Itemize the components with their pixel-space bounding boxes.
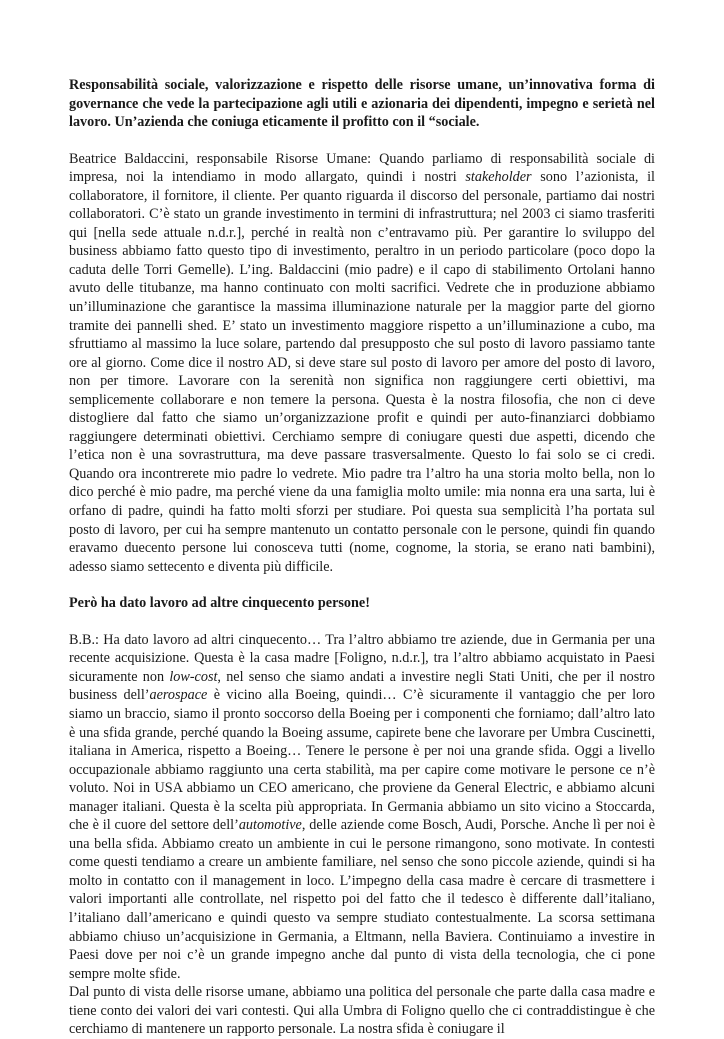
text-run: è vicino alla Boeing, quindi… C’è sicuramente il vantaggio che per loro siamo un braccio, siamo il pronto soccorso della Boeing per i componenti che forniamo; dall’altro lato è una sfida grande, perché quando la Boeing assume, capirete bene che lavorare per Umbra Cuscinetti, italiana in America, rispetto a Boeing… Tenere le persone è per noi una grande sfida. Oggi a livello occupazionale abbiamo raggiunto una certa stabilità, ma per capire come motivare le persone ce n’è voluto. Noi in USA abbiamo un CEO americano, che proviene da General Electric, e abbiamo alcuni manager italiani. Questa è la scelta più appropriata. In Germania abbiamo un sito vicino a Stoccarda, che è il cuore del settore dell’ <box>69 687 655 834</box>
text-run: sono l’azionista, il collaboratore, il fornitore, il cliente. Per quanto riguarda il discorso del personale, partiamo dai nostri collaboratori. C’è stato un grande investimento in termini di infrastruttura; nel 2003 ci siamo trasferiti qui [nella sede attuale n.d.r.], perché in realtà non c’entravamo più. Per garantire lo sviluppo del business abbiamo fatto questo tipo di investimento, peraltro in un periodo particolare (poco dopo la caduta delle Torri Gemelle). L’ing. Baldaccini (mio padre) e il capo di stabilimento Ortolani hanno avuto delle titubanze, ma hanno continuato con molti sacrifici. Vedrete che in produzione abbiamo un’illuminazione che garantisce la massima illuminazione naturale per la maggior parte del giorno tramite dei pannelli shed. E’ stato un investimento maggiore rispetto a un’illuminazione a cubo, ma sfruttiamo al massimo la luce solare, partendo dal presupposto che sul posto di lavoro passiamo tante ore al giorno. Come dice il nostro AD, si deve stare sul posto di lavoro per amore del posto di lavoro, non per timore. Lavorare con la serenità non significa non raggiungere certi obiettivi, ma semplicemente collaborare e non temere la persona. Questa è la nostra filosofia, che non ci deve distogliere dal fatto che siamo un’organizzazione profit e quindi per auto-finanziarci dobbiamo raggiungere determinati obiettivi. Cerchiamo sempre di coniugare questi due aspetti, dicendo che l’etica non è una sovrastruttura, ma deve passare trasversalmente. Questo lo fai solo se ci credi. Quando ora incontrerete mio padre lo vedrete. Mio padre tra l’altro ha una storia molto bella, non lo dico perché è mio padre, ma perché viene da una famiglia molto umile: mia nonna era una sarta, lui è orfano di padre, quindi ha fatto molti sforzi per studiare. Poi questa sua semplicità l’ha portata sul posto di lavoro, per cui ha sempre mantenuto un contatto personale con le persone, quindi fin quando eravamo duecento persone lui conoscevа tutti (nome, cognome, la storia, se erano nati bambini), adesso siamo settecento e diventa più difficile. <box>69 169 655 575</box>
text-run: , nel senso che siamo andati a investire negli Stati Uniti, che per il nostro business dell’ <box>69 668 655 704</box>
italic-term: low-cost <box>169 668 218 685</box>
interview-question: Però ha dato lavoro ad altre cinquecento persone! <box>69 595 370 612</box>
text-run: B.B.: Ha dato lavoro ad altri cinquecento… Tra l’altro abbiamo tre aziende, due in Germania per una recente acquisizione. Questa è la casa madre [Foligno, n.d.r.], tra l’altro abbiamo acquistato in Paesi sicuramente non <box>69 631 655 685</box>
italic-term: aerospace <box>149 687 208 704</box>
italic-term: automotive <box>238 817 302 834</box>
paragraph-1 <box>69 150 655 577</box>
text-run: Beatrice Baldaccini, responsabile Risorse Umane: Quando parliamo di responsabilità sociale di impresa, noi la intendiamo in modo allargato, quindi i nostri <box>69 150 655 186</box>
document-body <box>69 76 655 1039</box>
text-run: , delle aziende come Bosch, Audi, Porsche. Anche lì per noi è una bella sfida. Abbiamo creato un ambiente in cui le persone rimangono, sono motivate. In contesti come questi tendiamo a creare un ambiente familiare, nel senso che sono piccole aziende, quindi si ha molto in contatto con il management in loco. L’impegno della casa madre è cercare di trasmettere i valori importanti alle controllate, nel rispetto poi del fatto che il tedesco è differente dall’italiano, l’italiano dall’americano e quindi questo va sempre studiato contestualmente. La scorsa settimana abbiamo chiuso un’acquisizione in Germania, a Eltmann, nella Baviera. Continuiamo a investire in Paesi dove per noi c’è un grande impegno anche dal punto di vista della tecnologia, che ci pone sempre molte sfide. <box>69 817 655 982</box>
lead-paragraph: Responsabilità sociale, valorizzazione e rispetto delle risorse umane, un’innovativa forma di governance che vede la partecipazione agli utili e azionaria dei dipendenti, impegno e serietà nel lavoro. Un’azienda che coniuga eticamente il profitto con il “sociale. <box>69 77 655 131</box>
paragraph-2 <box>69 631 655 983</box>
italic-term: stakeholder <box>465 169 532 186</box>
paragraph-3: Dal punto di vista delle risorse umane, abbiamo una politica del personale che parte dalla casa madre e tiene conto dei valori dei vari contesti. Qui alla Umbra di Foligno quello che ci contraddistingue è che cerchiamo di mantenere un rapporto personale. La nostra sfida è coniugare il <box>69 984 655 1038</box>
